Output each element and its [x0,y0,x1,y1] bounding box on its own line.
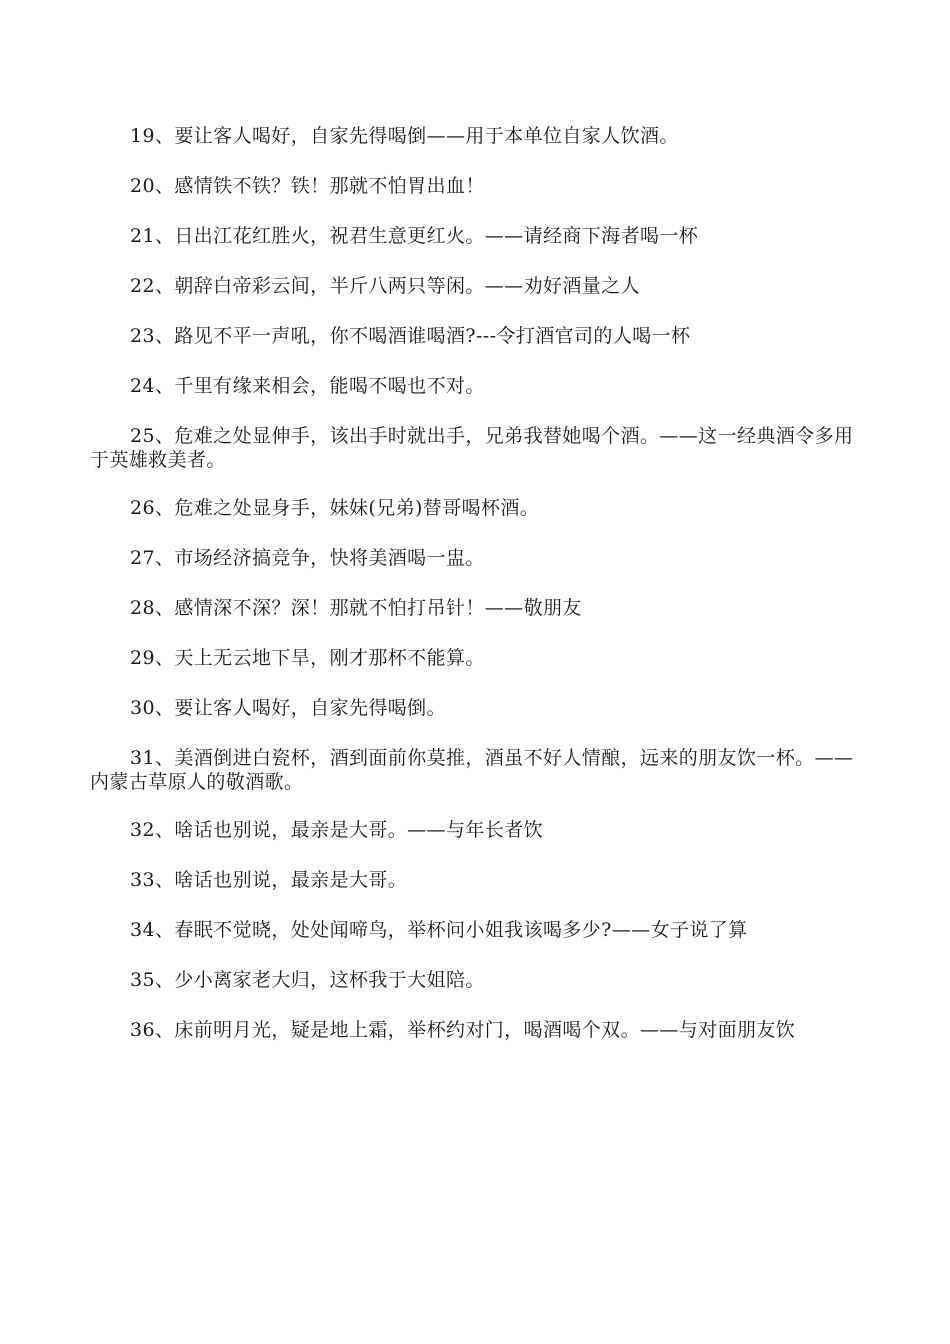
list-item: 31、美酒倒进白瓷杯，酒到面前你莫推，酒虽不好人情酿，远来的朋友饮一杯。——内蒙古草原人的敬酒歌。 [90,747,854,793]
list-item: 36、床前明月光，疑是地上霜，举杯约对门，喝酒喝个双。——与对面朋友饮 [130,1019,796,1041]
list-item: 32、啥话也别说，最亲是大哥。——与年长者饮 [130,819,543,841]
list-item: 22、朝辞白帝彩云间，半斤八两只等闲。——劝好酒量之人 [130,275,640,297]
list-item: 30、要让客人喝好，自家先得喝倒。 [130,697,446,719]
list-item: 27、市场经济搞竞争，快将美酒喝一盅。 [130,547,485,569]
list-item: 23、路见不平一声吼，你不喝酒谁喝酒?---令打酒官司的人喝一杯 [130,325,691,347]
list-item: 21、日出江花红胜火，祝君生意更红火。——请经商下海者喝一杯 [130,225,699,247]
list-item: 20、感情铁不铁？铁！那就不怕胃出血！ [130,175,485,197]
list-item: 28、感情深不深？深！那就不怕打吊针！——敬朋友 [130,597,582,619]
list-item: 35、少小离家老大归，这杯我于大姐陪。 [130,969,485,991]
list-item: 25、危难之处显伸手，该出手时就出手，兄弟我替她喝个酒。——这一经典酒令多用于英雄救美者。 [90,425,854,471]
list-item: 26、危难之处显身手，妹妹(兄弟)替哥喝杯酒。 [130,497,540,519]
list-item: 34、春眠不觉晓，处处闻啼鸟，举杯问小姐我该喝多少?——女子说了算 [130,919,748,941]
list-item: 19、要让客人喝好，自家先得喝倒——用于本单位自家人饮酒。 [130,125,679,147]
toast-list [90,124,862,1066]
list-item: 24、千里有缘来相会，能喝不喝也不对。 [130,375,485,397]
list-item: 29、天上无云地下旱，刚才那杯不能算。 [130,647,485,669]
list-item: 33、啥话也别说，最亲是大哥。 [130,869,408,891]
